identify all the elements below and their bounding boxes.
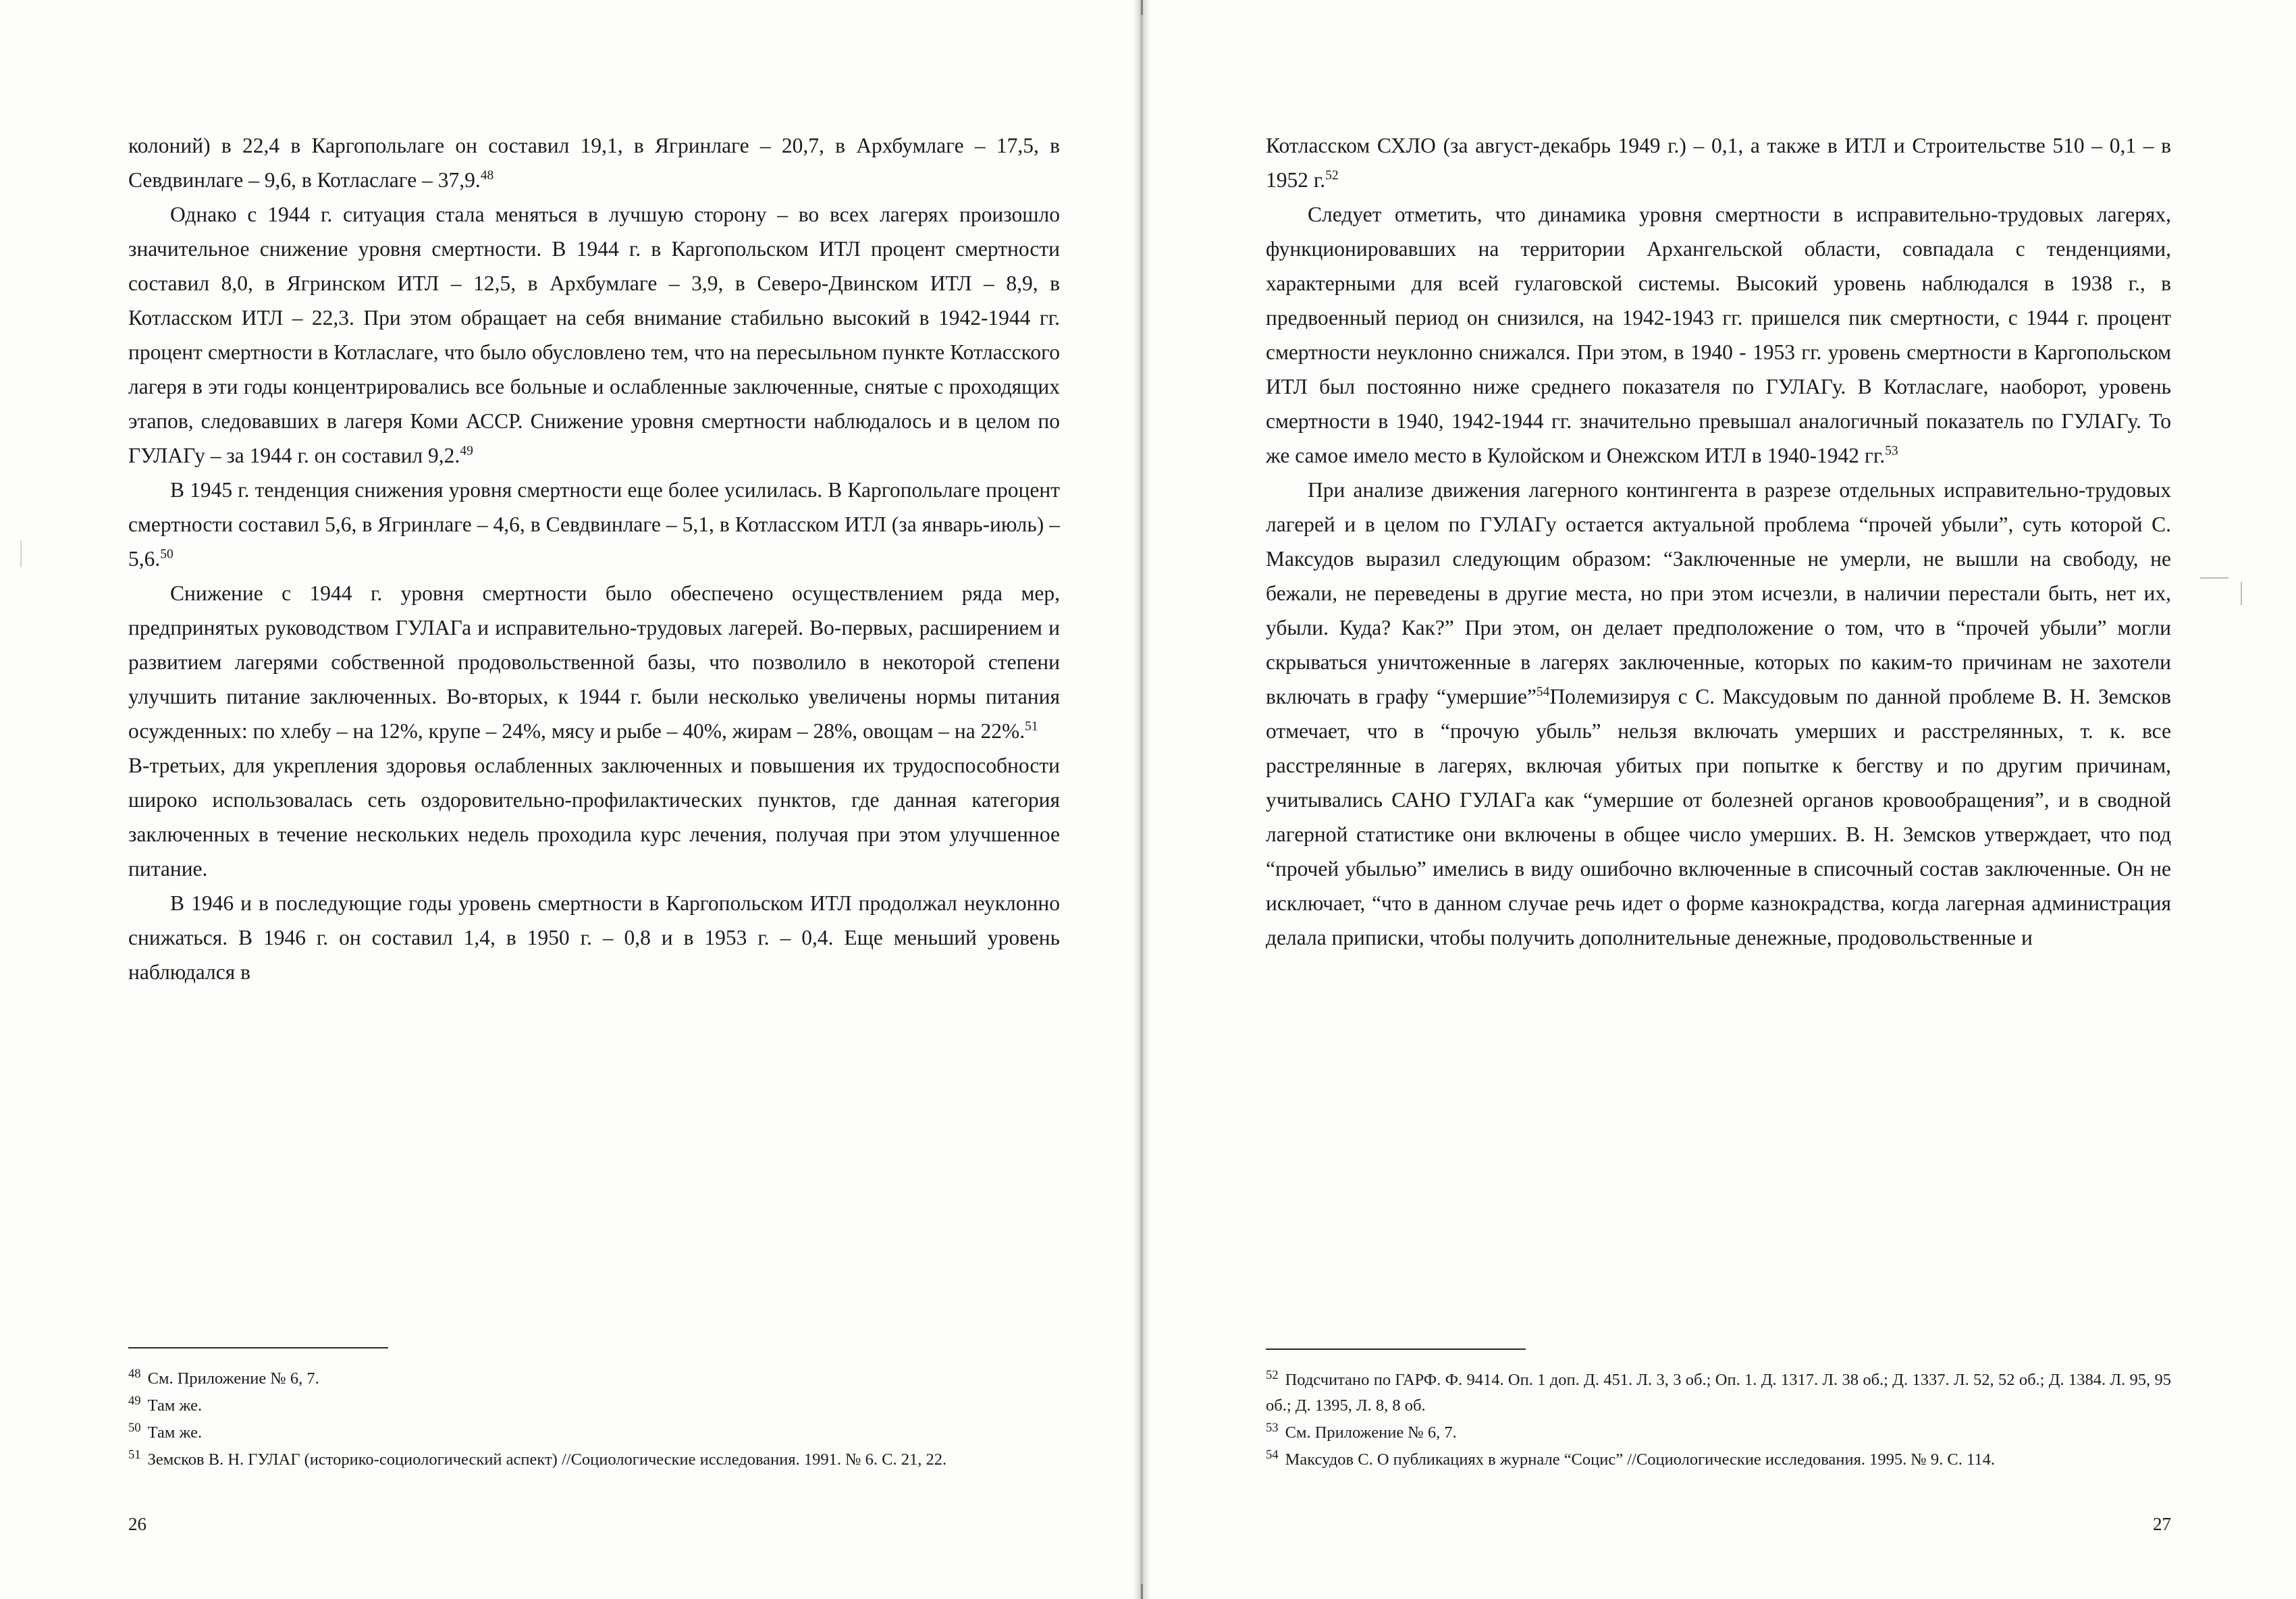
page-number-right: 27	[2153, 1514, 2171, 1534]
paragraph	[128, 197, 1060, 473]
paragraph	[128, 576, 1060, 748]
footnote-item	[128, 1447, 1060, 1473]
footnote-text: Подсчитано по ГАРФ. Ф. 9414. Оп. 1 доп. Д. 451. Л. 3, 3 об.; Оп. 1. Д. 1317. Л. 38 об.; Д. 1337. Л. 52, 52 об.; Д. 1384. Л. 95, 95 об.; Д. 1395, Л. 8, 8 об.	[1266, 1371, 2171, 1415]
footnote-marker[interactable]: 54	[1536, 685, 1550, 700]
paragraph	[1266, 128, 2171, 197]
footnote-number: 48	[128, 1366, 141, 1381]
paragraph-text: В 1946 и в последующие годы уровень смертности в Каргопольском ИТЛ продолжал неуклонно снижаться. В 1946 г. он составил 1,4, в 1950 г. – 0,8 и в 1953 г. – 0,4. Еще меньший уровень наблюдался в	[128, 891, 1060, 984]
paragraph	[128, 128, 1060, 197]
paragraph-text: Котласском СХЛО (за август-декабрь 1949 г.) – 0,1, а также в ИТЛ и Строительстве 510 – 0,1 – в 1952 г.	[1266, 134, 2171, 192]
footnote-separator	[1266, 1348, 1526, 1350]
footnote-text: Максудов С. О публикациях в журнале “Социс” //Социологические исследования. 1995. № 9. С. 114.	[1285, 1450, 1995, 1469]
left-page	[0, 0, 1141, 1599]
left-page-body	[128, 128, 1060, 989]
footnote-number: 54	[1266, 1447, 1279, 1462]
footnote-text: Там же.	[147, 1423, 203, 1442]
footnote-item	[1266, 1420, 2171, 1446]
left-page-footnotes	[128, 1347, 1060, 1474]
footnote-text: Земсков В. Н. ГУЛАГ (историко-социологический аспект) //Социологические исследования. 1991. № 6. С. 21, 22.	[147, 1450, 947, 1469]
paragraph-text: При анализе движения лагерного контингента в разрезе отдельных исправительно-трудовых лагерей и в целом по ГУЛАГу остается актуальной проблема “прочей убыли”, суть которой С. Максудов выразил следующим образом: “Заключенные не умерли, не вышли на свободу, не бежали, не переведены в другие места, но при этом исчезли, в наличии перестали быть, нет их, убыли. Куда? Как?” При этом, он делает предположение о том, что в “прочей убыли” могли скрываться уничтоженные в лагерях заключенные, которых по каким-то причинам не захотели включать в графу “умершие”	[1266, 478, 2171, 708]
paragraph-text: Снижение с 1944 г. уровня смертности было обеспечено осуществлением ряда мер, предпринятых руководством ГУЛАГа и исправительно-трудовых лагерей. Во-первых, расширением и развитием лагерями собственной продовольственной базы, что позволило в некоторой степени улучшить питание заключенных. Во-вторых, к 1944 г. были несколько увеличены нормы питания осужденных: по хлебу – на 12%, крупе – 24%, мясу и рыбе – 40%, жирам – 28%, овощам – на 22%.	[128, 581, 1060, 743]
paragraph	[1266, 197, 2171, 473]
right-page	[1141, 0, 2296, 1599]
footnote-number: 49	[128, 1393, 141, 1408]
paragraph-text-continued: Полемизируя с С. Максудовым по данной проблеме В. Н. Земсков отмечает, что в “прочую убыль” нельзя включать умерших и расстрелянных, т. к. все расстрелянные в лагерях, включая убитых при попытке к бегству и по другим причинам, учитывались САНО ГУЛАГа как “умершие от болезней органов кровообращения”, и в сводной лагерной статистике они включены в общее число умерших. В. Н. Земсков утверждает, что под “прочей убылью” имелись в виду ошибочно включенные в списочный состав заключенные. Он не исключает, “что в данном случае речь идет о форме казнокрадства, когда лагерная администрация делала приписки, чтобы получить дополнительные денежные, продовольственные и	[1266, 685, 2171, 949]
page-number-left: 26	[128, 1514, 146, 1534]
footnote-text: Там же.	[147, 1396, 203, 1415]
paragraph	[128, 473, 1060, 576]
footnote-number: 50	[128, 1420, 141, 1435]
paragraph-text: колоний) в 22,4 в Каргопольлаге он составил 19,1, в Ягринлаге – 20,7, в Архбумлаге – 17,5, в Севдвинлаге – 9,6, в Котласлаге – 37,9.	[128, 134, 1060, 192]
footnote-item	[128, 1393, 1060, 1419]
footnote-item	[1266, 1367, 2171, 1419]
footnote-separator	[128, 1347, 388, 1348]
footnote-marker[interactable]: 53	[1885, 444, 1898, 458]
footnote-marker[interactable]: 48	[480, 168, 494, 183]
footnote-marker[interactable]: 51	[1025, 719, 1038, 734]
paragraph	[128, 748, 1060, 886]
paragraph	[1266, 473, 2171, 955]
footnote-item	[128, 1420, 1060, 1446]
footnote-number: 52	[1266, 1367, 1279, 1382]
footnote-number: 53	[1266, 1420, 1279, 1435]
paragraph-text: В-третьих, для укрепления здоровья ослабленных заключенных и повышения их трудоспособности широко использовалась сеть оздоровительно-профилактических пунктов, где данная категория заключенных в течение нескольких недель проходила курс лечения, получая при этом улучшенное питание.	[128, 754, 1060, 881]
paragraph-text: В 1945 г. тенденция снижения уровня смертности еще более усилилась. В Каргопольлаге процент смертности составил 5,6, в Ягринлаге – 4,6, в Севдвинлаге – 5,1, в Котласском ИТЛ (за январь-июль) – 5,6.	[128, 478, 1060, 571]
paragraph	[128, 886, 1060, 989]
right-page-footnotes	[1266, 1348, 2171, 1474]
footnote-text: См. Приложение № 6, 7.	[147, 1369, 319, 1388]
paragraph-text: Следует отметить, что динамика уровня смертности в исправительно-трудовых лагерях, функционировавших на территории Архангельской области, совпадала с тенденциями, характерными для всей гулаговской системы. Высокий уровень наблюдался в 1938 г., в предвоенный период он снизился, на 1942-1943 гг. пришелся пик смертности, с 1944 г. процент смертности неуклонно снижался. При этом, в 1940 - 1953 гг. уровень смертности в Каргопольском ИТЛ был постоянно ниже среднего показателя по ГУЛАГу. В Котласлаге, наоборот, уровень смертности в 1940, 1942-1944 гг. значительно превышал аналогичный показатель по ГУЛАГу. То же самое имело место в Кулойском и Онежском ИТЛ в 1940-1942 гг.	[1266, 203, 2171, 467]
footnote-item	[128, 1366, 1060, 1392]
paragraph-text: Однако с 1944 г. ситуация стала меняться в лучшую сторону – во всех лагерях произошло значительное снижение уровня смертности. В 1944 г. в Каргопольском ИТЛ процент смертности составил 8,0, в Ягринском ИТЛ – 12,5, в Архбумлаге – 3,9, в Северо-Двинском ИТЛ – 8,9, в Котласском ИТЛ – 22,3. При этом обращает на себя внимание стабильно высокий в 1942-1944 гг. процент смертности в Котласлаге, что было обусловлено тем, что на пересыльном пункте Котласского лагеря в эти годы концентрировались все больные и ослабленные заключенные, снятые с проходящих этапов, следовавших в лагеря Коми АССР. Снижение уровня смертности наблюдалось и в целом по ГУЛАГу – за 1944 г. он составил 9,2.	[128, 203, 1060, 467]
right-page-body	[1266, 128, 2171, 955]
footnote-item	[1266, 1447, 2171, 1473]
footnote-number: 51	[128, 1447, 141, 1462]
footnote-marker[interactable]: 49	[460, 444, 473, 458]
footnote-marker[interactable]: 52	[1325, 168, 1339, 183]
footnote-text: См. Приложение № 6, 7.	[1285, 1423, 1457, 1442]
footnote-marker[interactable]: 50	[160, 547, 173, 562]
